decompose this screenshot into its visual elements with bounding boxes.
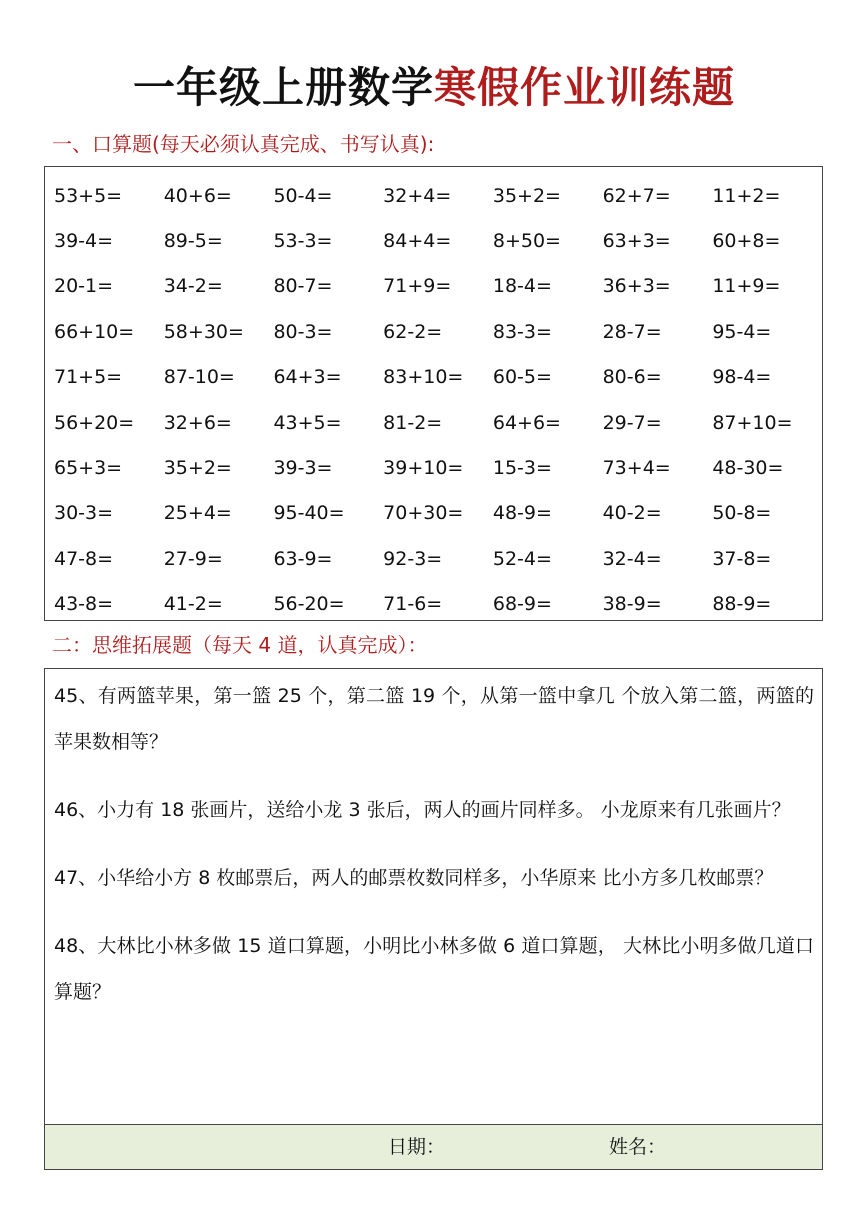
oral-calculation-grid [54,173,822,627]
section2-heading: 二：思维拓展题（每天 4 道，认真完成）： [52,633,428,657]
oral-item: 60+8= [712,230,781,253]
oral-item: 66+10= [54,320,135,343]
oral-row [54,536,822,581]
oral-item: 32+4= [383,184,452,207]
oral-item: 39-4= [54,230,114,253]
oral-item: 47-8= [54,547,114,570]
oral-item: 65+3= [54,457,123,480]
word-problem: 45、有两篮苹果，第一篮 25 个，第二篮 19 个，从第一篮中拿几 个放入第二篮，两篮的苹果数相等？ [54,685,814,753]
oral-item: 98-4= [712,366,772,389]
oral-item: 50-4= [273,184,333,207]
oral-row [54,445,822,490]
oral-item: 25+4= [163,502,232,525]
oral-item: 43-8= [54,593,114,616]
oral-item: 35+2= [492,184,561,207]
word-problem: 46、小力有 18 张画片，送给小龙 3 张后，两人的画片同样多。 小龙原来有几张画片？ [54,799,791,821]
oral-row [54,491,822,536]
oral-item: 43+5= [273,411,342,434]
oral-item: 40-2= [602,502,662,525]
word-problems-box [44,668,823,1170]
date-label: 日期： [388,1136,446,1158]
oral-row [54,309,822,354]
oral-item: 35+2= [163,457,232,480]
oral-item: 53+5= [54,184,123,207]
oral-item: 28-7= [602,320,662,343]
oral-item: 87-10= [163,366,235,389]
oral-item: 15-3= [492,457,552,480]
oral-item: 48-9= [492,502,552,525]
oral-item: 8+50= [492,230,561,253]
page-title [0,60,868,116]
oral-item: 32+6= [163,411,232,434]
oral-row [54,582,822,627]
oral-row [54,264,822,309]
oral-item: 64+6= [492,411,561,434]
oral-item: 53-3= [273,230,333,253]
oral-item: 48-30= [712,457,784,480]
oral-item: 68-9= [492,593,552,616]
oral-item: 88-9= [712,593,772,616]
oral-item: 37-8= [712,547,772,570]
oral-row [54,173,822,218]
oral-item: 71-6= [383,593,443,616]
oral-calculation-box [44,166,823,621]
oral-item: 70+30= [383,502,464,525]
problem-list [54,673,814,1037]
oral-item: 63+3= [602,230,671,253]
oral-item: 34-2= [163,275,223,298]
title-red-part: 寒假作业训练题 [434,63,736,112]
oral-item: 36+3= [602,275,671,298]
oral-item: 39-3= [273,457,333,480]
oral-item: 95-40= [273,502,345,525]
oral-item: 63-9= [273,547,333,570]
oral-item: 80-6= [602,366,662,389]
oral-item: 30-3= [54,502,114,525]
oral-item: 89-5= [163,230,223,253]
oral-row [54,400,822,445]
oral-item: 56-20= [273,593,345,616]
oral-item: 29-7= [602,411,662,434]
oral-item: 84+4= [383,230,452,253]
oral-item: 20-1= [54,275,114,298]
oral-item: 18-4= [492,275,552,298]
oral-row [54,218,822,263]
oral-item: 71+9= [383,275,452,298]
section1-heading: 一、口算题(每天必须认真完成、书写认真): [52,132,435,156]
oral-item: 32-4= [602,547,662,570]
oral-item: 80-3= [273,320,333,343]
name-label: 姓名： [609,1136,667,1158]
oral-item: 62-2= [383,320,443,343]
oral-item: 83+10= [383,366,464,389]
word-problem: 48、大林比小林多做 15 道口算题，小明比小林多做 6 道口算题， 大林比小明多做几道口算题？ [54,935,814,1003]
oral-item: 64+3= [273,366,342,389]
oral-item: 40+6= [163,184,232,207]
oral-item: 27-9= [163,547,223,570]
oral-item: 50-8= [712,502,772,525]
word-problem: 47、小华给小方 8 枚邮票后，两人的邮票枚数同样多，小华原来 比小方多几枚邮票？ [54,867,774,889]
oral-item: 56+20= [54,411,135,434]
oral-item: 92-3= [383,547,443,570]
oral-item: 39+10= [383,457,464,480]
oral-item: 71+5= [54,366,123,389]
oral-item: 38-9= [602,593,662,616]
oral-item: 52-4= [492,547,552,570]
oral-item: 81-2= [383,411,443,434]
oral-item: 11+9= [712,275,781,298]
oral-item: 83-3= [492,320,552,343]
title-black-part: 一年级上册数学 [132,63,434,112]
oral-item: 62+7= [602,184,671,207]
oral-item: 58+30= [163,320,244,343]
oral-item: 60-5= [492,366,552,389]
oral-row [54,355,822,400]
oral-item: 11+2= [712,184,781,207]
footer-bar [45,1124,822,1169]
oral-item: 95-4= [712,320,772,343]
oral-item: 87+10= [712,411,793,434]
oral-item: 41-2= [163,593,223,616]
oral-item: 73+4= [602,457,671,480]
oral-item: 80-7= [273,275,333,298]
